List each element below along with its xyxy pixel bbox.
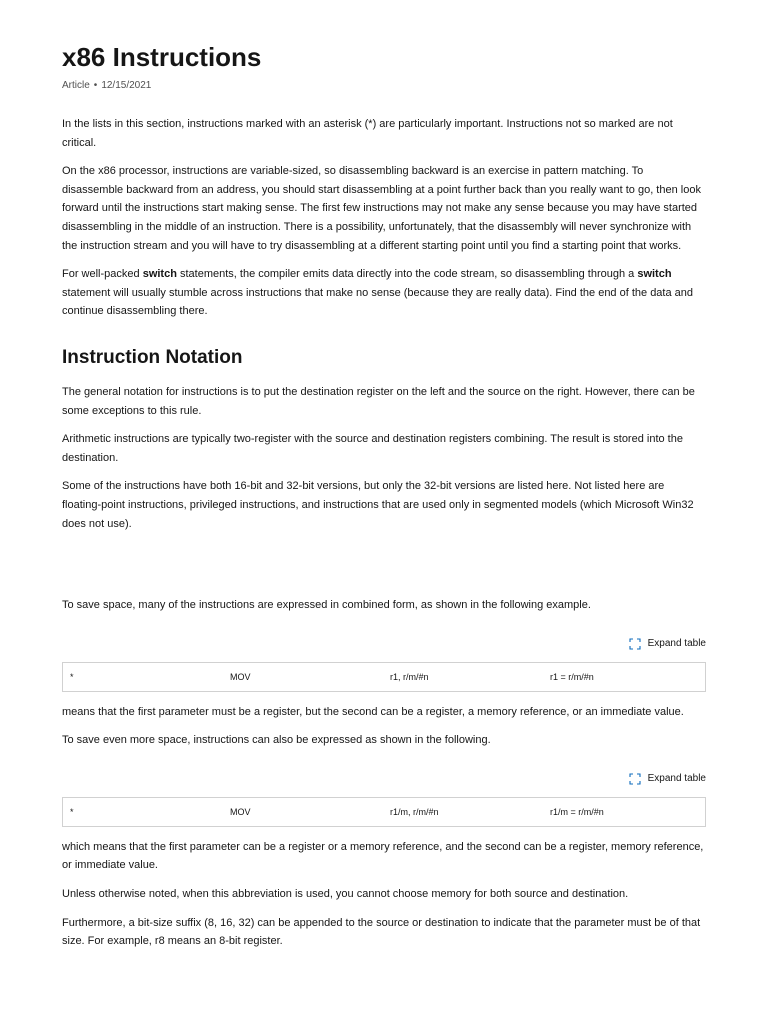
code-keyword-switch: switch bbox=[637, 268, 672, 281]
table-cell: r1/m, r/m/#n bbox=[390, 806, 439, 817]
notation-paragraph-9: Furthermore, a bit-size suffix (8, 16, 32) can be appended to the source or destination to indicate that the parameter must be of that size. For example, r8 means an 8-bit register. bbox=[62, 916, 701, 948]
table-row bbox=[63, 797, 706, 826]
code-keyword-switch: switch bbox=[142, 268, 177, 281]
expand-icon bbox=[629, 638, 641, 650]
intro-paragraph-1: In the lists in this section, instructions marked with an asterisk (*) are particularly important. Instructions not so marked are not critical. bbox=[62, 118, 673, 149]
notation-paragraph-7: which means that the first parameter can be a register or a memory reference, and the second can be a register, memory reference, or immediate value. bbox=[62, 840, 704, 872]
table-cell: r1 = r/m/#n bbox=[550, 671, 594, 682]
example-table-1 bbox=[62, 662, 706, 692]
meta-separator: • bbox=[93, 80, 98, 91]
text-run: For well-packed bbox=[62, 268, 143, 281]
notation-paragraph-6: To save even more space, instructions can also be expressed as shown in the following. bbox=[62, 734, 491, 747]
text-run: statement will usually stumble across instructions that make no sense (because they are really data). Find the end of the data and continue disassembling there. bbox=[62, 286, 694, 318]
expand-table-button[interactable] bbox=[629, 638, 706, 650]
intro-paragraph-2: On the x86 processor, instructions are variable-sized, so disassembling backward is an exercise in pattern matching. To disassemble backward from an address, you should start disassembling at a point further back than you really want to go, then look forward until the instructions start making sense. The first few instructions may not make any sense because you may have started disassembling in the middle of an instruction. There is a possibility, unfortunately, that the disassembly will never synchronize with the instruction stream and you will have to try disassembling at a different starting point until you find a starting point that works. bbox=[62, 165, 701, 252]
text-run: statements, the compiler emits data directly into the code stream, so disassembling through a bbox=[176, 268, 638, 281]
notation-paragraph-2: Arithmetic instructions are typically two-register with the source and destination registers combining. The result is stored into the destination. bbox=[62, 433, 683, 464]
expand-icon bbox=[629, 773, 641, 785]
intro-paragraph-3 bbox=[62, 265, 706, 321]
article-meta bbox=[62, 79, 706, 93]
page-title: x86 Instructions bbox=[62, 42, 262, 72]
expand-table-button[interactable] bbox=[629, 773, 706, 785]
table-toolbar bbox=[62, 634, 706, 654]
notation-paragraph-3: Some of the instructions have both 16-bit and 32-bit versions, but only the 32-bit versions are listed here. Not listed here are floating-point instructions, privileged instructions, and instructions that are used only in segmented models (which Microsoft Win32 does not use). bbox=[62, 480, 694, 530]
expand-table-label: Expand table bbox=[647, 773, 706, 785]
notation-paragraph-8: Unless otherwise noted, when this abbreviation is used, you cannot choose memory for both source and destination. bbox=[62, 888, 629, 901]
table-cell: * bbox=[70, 806, 74, 817]
expand-table-label: Expand table bbox=[647, 638, 706, 650]
example-table-2 bbox=[62, 797, 706, 827]
notation-paragraph-5: means that the first parameter must be a register, but the second can be a register, a memory reference, or an immediate value. bbox=[62, 705, 684, 718]
section-heading-instruction-notation: Instruction Notation bbox=[62, 346, 243, 368]
table-cell: r1, r/m/#n bbox=[390, 671, 429, 682]
table-cell: MOV bbox=[230, 806, 251, 817]
notation-paragraph-4: To save space, many of the instructions are expressed in combined form, as shown in the following example. bbox=[62, 599, 591, 612]
article-type: Article bbox=[62, 80, 90, 91]
table-row bbox=[63, 662, 706, 691]
article-date: 12/15/2021 bbox=[101, 80, 152, 91]
table-cell: r1/m = r/m/#n bbox=[550, 806, 604, 817]
notation-paragraph-1: The general notation for instructions is to put the destination register on the left and the source on the right. However, there can be some exceptions to this rule. bbox=[62, 385, 695, 417]
table-toolbar bbox=[62, 769, 706, 789]
table-cell: * bbox=[70, 671, 74, 682]
table-cell: MOV bbox=[230, 671, 251, 682]
